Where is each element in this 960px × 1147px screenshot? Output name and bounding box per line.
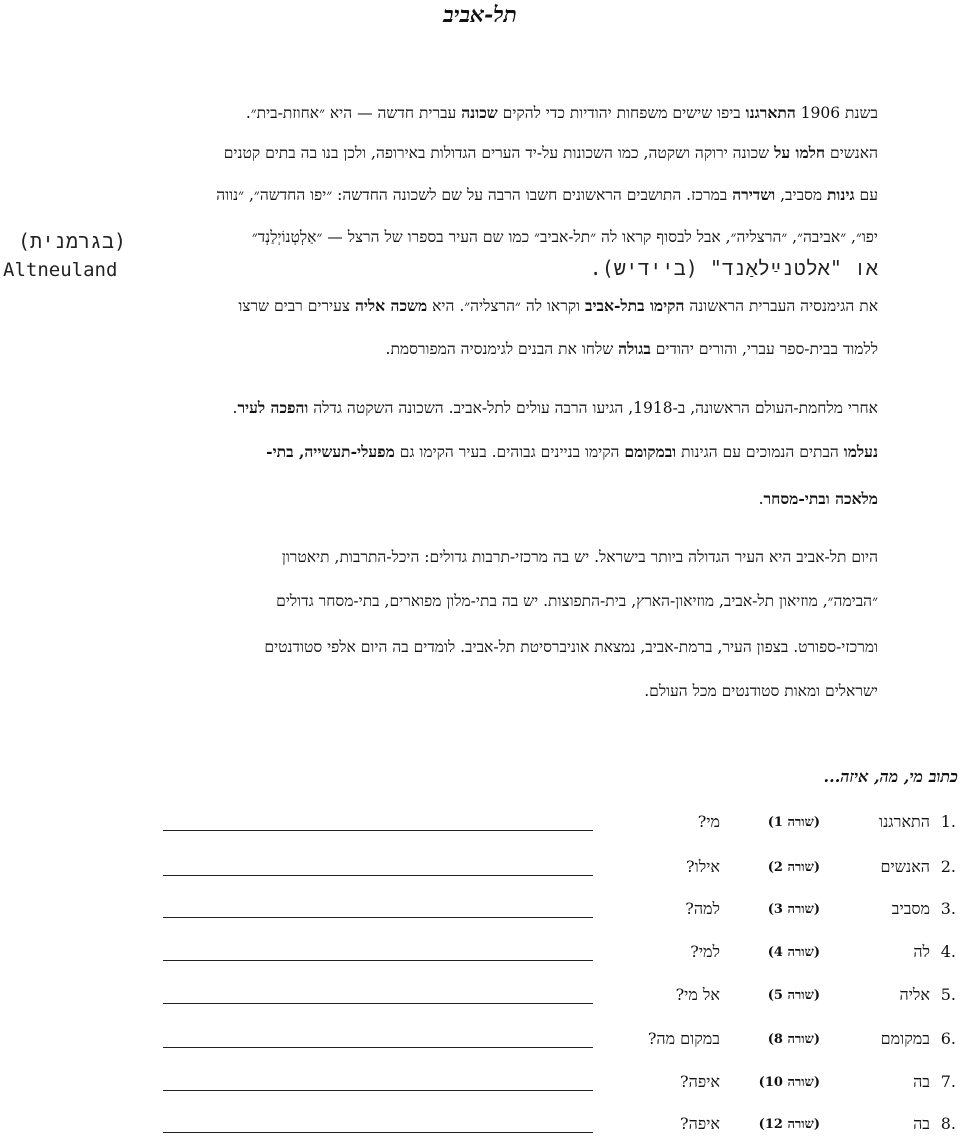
question-line-ref: (שורה 5): [767, 988, 820, 1003]
questions-heading: כתוב מי, מה, איזה...: [823, 767, 958, 786]
answer-input-2[interactable]: [163, 855, 597, 877]
question-word: בה: [913, 1114, 930, 1133]
question-line-ref: (שורה 12): [758, 1117, 820, 1132]
answer-input-1[interactable]: [163, 810, 597, 832]
answer-input-4[interactable]: [163, 940, 597, 962]
text-line-3: עם גינות מסביב, ושדירה במרכז. התושבים הראשונים חשבו הרבה על שם לשכונה החדשה: ״יפו החדשה״, ״נווה: [216, 185, 878, 204]
question-number: .3: [940, 899, 956, 918]
question-row-4: [0, 942, 960, 972]
text-line-2: האנשים חלמו על שכונה ירוקה ושקטה, כמו השכונות על-יד הערים הגדולות באירופה, ולכן בנו בה בתים קטנים: [223, 143, 878, 162]
question-ask: במקום מה?: [647, 1029, 720, 1048]
question-number: .7: [940, 1072, 956, 1091]
question-number: .2: [940, 857, 956, 876]
question-line-ref: (שורה 8): [767, 1032, 820, 1047]
answer-input-5[interactable]: [163, 983, 597, 1005]
answer-line: [163, 875, 593, 876]
text-line-8: נעלמו הבתים הנמוכים עם הגינות ובמקומם הקימו בניינים גבוהים. בעיר הקימו גם מפעלי-תעשייה, בתי-: [266, 442, 878, 461]
text-line-10: היום תל-אביב היא העיר הגדולה ביותר בישראל. יש בה מרכזי-תרבות גדולים: היכל-התרבות, תיאטרון: [281, 548, 878, 566]
answer-input-3[interactable]: [163, 897, 597, 919]
text-line-11: ״הבימה״, מוזיאון תל-אביב, מוזיאון-הארץ, בית-התפוצות. יש בה בתי-מלון מפוארים, בתי-מסחר גדולים: [276, 592, 878, 610]
answer-input-8[interactable]: [163, 1112, 597, 1134]
text-line-7: אחרי מלחמת-העולם הראשונה, ב-1918, הגיעו הרבה עולים לתל-אביב. השכונה השקטה גדלה והפכה לעיר.: [232, 398, 878, 417]
question-ask: איפה?: [680, 1114, 720, 1133]
question-number: .8: [940, 1114, 956, 1133]
answer-line: [163, 830, 593, 831]
answer-line: [163, 917, 593, 918]
handwritten-altneuland: Altneuland: [3, 259, 118, 281]
question-row-8: [0, 1114, 960, 1144]
question-word: לה: [913, 942, 930, 961]
text-line-5: את הגימנסיה העברית הראשונה הקימו בתל-אביב וקראו לה ״הרצליה״. היא משכה אליה צעירים רבים שרצו: [238, 296, 878, 315]
question-line-ref: (שורה 3): [767, 902, 820, 917]
question-line-ref: (שורה 10): [758, 1075, 820, 1090]
question-word: מסביב: [891, 899, 930, 918]
question-row-1: [0, 812, 960, 842]
page-title: תל-אביב: [443, 2, 517, 28]
answer-line: [163, 1132, 593, 1133]
text-line-1: בשנת 1906 התארגנו ביפו שישים משפחות יהודיות כדי להקים שכונה עברית חדשה — היא ״אחוזת-בית״.: [245, 103, 878, 122]
answer-line: [163, 1003, 593, 1004]
question-ask: אל מי?: [675, 985, 720, 1004]
question-number: .1: [940, 812, 956, 831]
question-word: אליה: [899, 985, 930, 1004]
handwritten-yiddish-note: או "אלטנײַלאַנד" (ביידיש).: [589, 256, 878, 280]
question-word: במקומם: [880, 1029, 930, 1048]
question-number: .5: [940, 985, 956, 1004]
question-ask: למי?: [690, 942, 720, 961]
question-row-5: [0, 985, 960, 1015]
question-line-ref: (שורה 1): [767, 815, 820, 830]
question-word: התארגנו: [879, 812, 930, 831]
text-line-6: ללמוד בבית-ספר עברי, והורים יהודים בגולה שלחו את הבנים לגימנסיה המפורסמת.: [385, 339, 878, 358]
text-line-4: יפו״, ״אביבה״, ״הרצליה״, אבל לבסוף קראו לה ״תל-אביב״ כמו שם העיר בספרו של הרצל — ״אַלְטְנוֹיְלַנְד״: [251, 228, 878, 246]
question-ask: למה?: [685, 899, 720, 918]
question-line-ref: (שורה 2): [767, 860, 820, 875]
handwritten-german-note: (בגרמנית): [18, 229, 127, 253]
question-word: האנשים: [880, 857, 930, 876]
answer-line: [163, 1090, 593, 1091]
question-row-3: [0, 899, 960, 929]
answer-input-7[interactable]: [163, 1070, 597, 1092]
question-number: .6: [940, 1029, 956, 1048]
question-row-6: [0, 1029, 960, 1059]
text-line-13: ישראלים ומאות סטודנטים מכל העולם.: [644, 682, 878, 700]
question-word: בה: [913, 1072, 930, 1091]
text-line-9: מלאכה ובתי-מסחר.: [758, 489, 878, 508]
answer-input-6[interactable]: [163, 1027, 597, 1049]
question-row-2: [0, 857, 960, 887]
answer-line: [163, 960, 593, 961]
answer-line: [163, 1047, 593, 1048]
question-line-ref: (שורה 4): [767, 945, 820, 960]
question-ask: איפה?: [680, 1072, 720, 1091]
question-number: .4: [940, 942, 956, 961]
question-ask: אילו?: [686, 857, 720, 876]
question-ask: מי?: [697, 812, 720, 831]
question-row-7: [0, 1072, 960, 1102]
text-line-12: ומרכזי-ספורט. בצפון העיר, ברמת-אביב, נמצאת אוניברסיטת תל-אביב. לומדים בה היום אלפי סטודנטים: [264, 638, 878, 656]
